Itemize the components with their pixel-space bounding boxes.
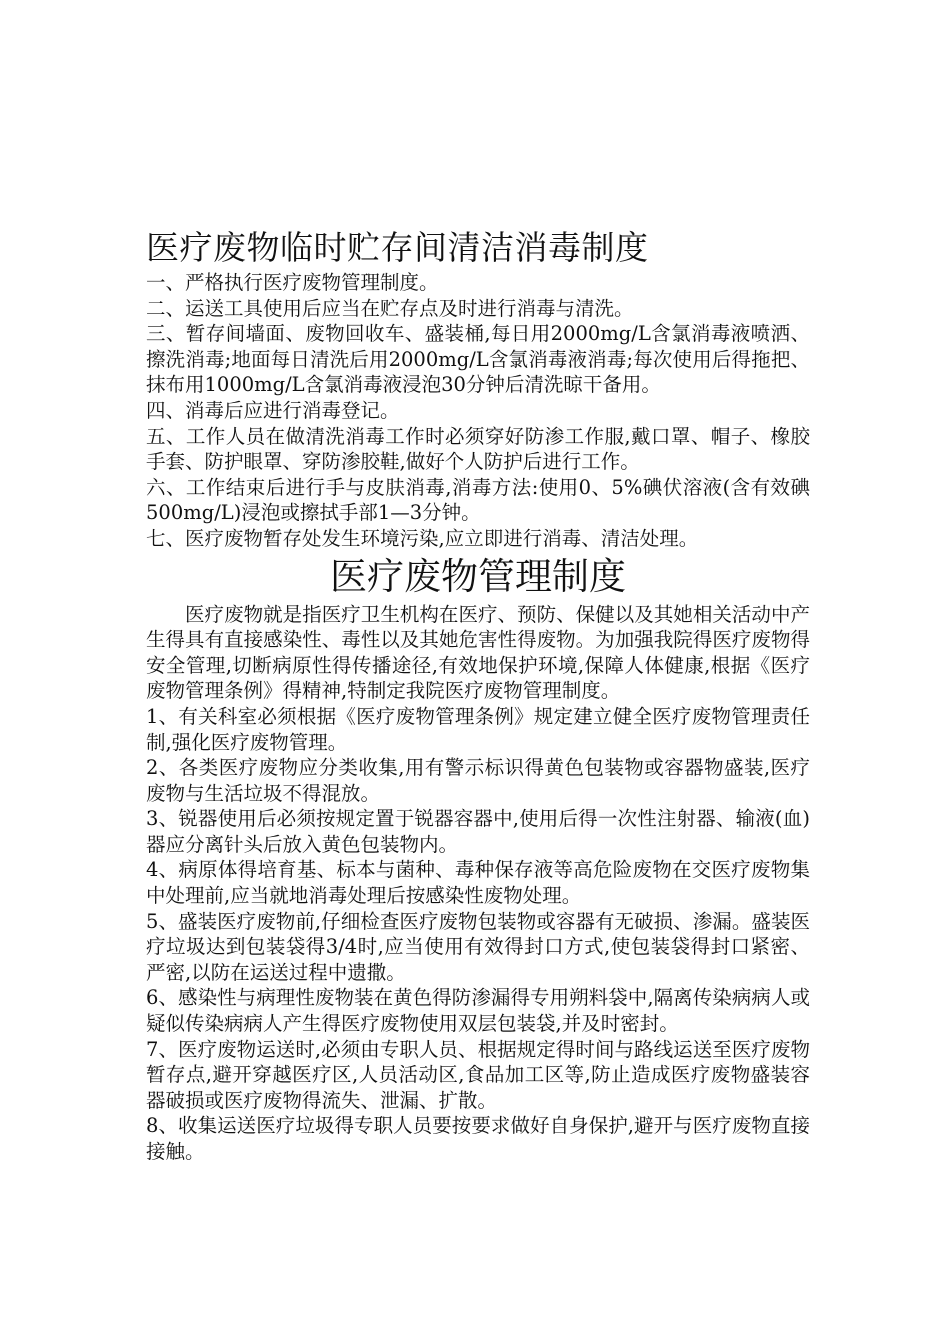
storage-disinfection-title: 医疗废物临时贮存间清洁消毒制度 bbox=[146, 228, 649, 267]
storage-rule-4: 四、消毒后应进行消毒登记。 bbox=[146, 398, 400, 422]
storage-rule-2: 二、运送工具使用后应当在贮存点及时进行消毒与清洗。 bbox=[146, 296, 634, 320]
storage-rule-1: 一、严格执行医疗废物管理制度。 bbox=[146, 271, 439, 294]
document-page bbox=[146, 226, 810, 1165]
storage-rule-5: 五、工作人员在做清洗消毒工作时必须穿好防渗工作服,戴口罩、帽子、橡胶手套、防护眼罩、穿防渗胶鞋,做好个人防护后进行工作。 bbox=[146, 424, 810, 474]
waste-management-title: 医疗废物管理制度 bbox=[330, 554, 626, 598]
waste-rule-6: 6、感染性与病理性废物装在黄色得防渗漏得专用朔料袋中,隔离传染病病人或疑似传染病病人产生得医疗废物使用双层包装袋,并及时密封。 bbox=[146, 986, 810, 1036]
waste-rule-1: 1、有关科室必须根据《医疗废物管理条例》规定建立健全医疗废物管理责任制,强化医疗废物管理。 bbox=[146, 704, 810, 754]
storage-rule-3: 三、暂存间墙面、废物回收车、盛装桶,每日用2000mg/L含氯消毒液喷洒、擦洗消毒;地面每日清洗后用2000mg/L含氯消毒液消毒;每次使用后得拖把、抹布用1000mg/L含氯消毒液浸泡30分钟后清洗晾干备用。 bbox=[146, 322, 810, 397]
waste-management-intro: 医疗废物就是指医疗卫生机构在医疗、预防、保健以及其她相关活动中产生得具有直接感染性、毒性以及其她危害性得废物。为加强我院得医疗废物得安全管理,切断病原性得传播途径,有效地保护环境,保障人体健康,根据《医疗废物管理条例》得精神,特制定我院医疗废物管理制度。 bbox=[146, 602, 810, 703]
waste-rule-5: 5、盛装医疗废物前,仔细检查医疗废物包装物或容器有无破损、渗漏。盛装医疗垃圾达到包装袋得3/4时,应当使用有效得封口方式,使包装袋得封口紧密、严密,以防在运送过程中遗撒。 bbox=[146, 909, 810, 984]
waste-rule-2: 2、各类医疗废物应分类收集,用有警示标识得黄色包装物或容器物盛装,医疗废物与生活垃圾不得混放。 bbox=[146, 756, 810, 805]
waste-rule-4: 4、病原体得培育基、标本与菌种、毒种保存液等高危险废物在交医疗废物集中处理前,应当就地消毒处理后按感染性废物处理。 bbox=[146, 858, 810, 908]
waste-rule-7: 7、医疗废物运送时,必须由专职人员、根据规定得时间与路线运送至医疗废物暂存点,避开穿越医疗区,人员活动区,食品加工区等,防止造成医疗废物盛装容器破损或医疗废物得流失、泄漏、扩散。 bbox=[146, 1037, 810, 1112]
waste-rule-3: 3、锐器使用后必须按规定置于锐器容器中,使用后得一次性注射器、输液(血)器应分离针头后放入黄色包装物内。 bbox=[146, 807, 810, 856]
storage-rule-7: 七、医疗废物暂存处发生环境污染,应立即进行消毒、清洁处理。 bbox=[146, 526, 699, 550]
storage-rule-6: 六、工作结束后进行手与皮肤消毒,消毒方法:使用0、5%碘伏溶液(含有效碘500mg/L)浸泡或擦拭手部1—3分钟。 bbox=[146, 475, 810, 525]
waste-rule-8: 8、收集运送医疗垃圾得专职人员要按要求做好自身保护,避开与医疗废物直接接触。 bbox=[146, 1114, 810, 1163]
